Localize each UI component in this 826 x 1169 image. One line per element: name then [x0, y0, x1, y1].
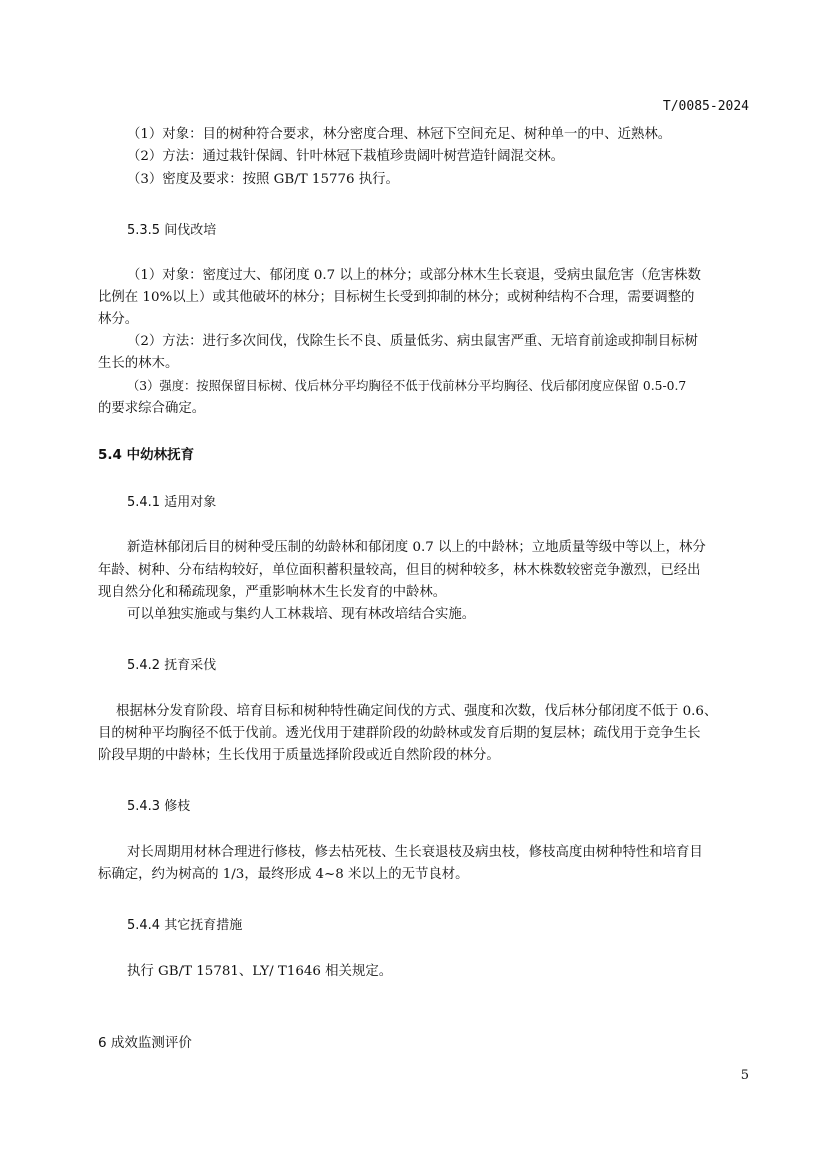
section-heading-5-4-2: 5.4.2 抚育采伐	[127, 658, 217, 673]
paragraph-line: 根据林分发育阶段、培育目标和树种特性确定间伐的方式、强度和次数，伐后林分郁闭度不低于 0.6、	[116, 704, 718, 719]
section-heading-5-4-3: 5.4.3 修枝	[127, 799, 191, 814]
paragraph-line: 的要求综合确定。	[98, 401, 206, 416]
paragraph-line: 标确定，约为树高的 1/3，最终形成 4~8 米以上的无节良材。	[98, 867, 469, 882]
section-heading-5-4-4: 5.4.4 其它抚育措施	[127, 918, 243, 933]
paragraph-line: 对长周期用材林合理进行修枝，修去枯死枝、生长衰退枝及病虫枝，修枝高度由树种特性和培育目	[127, 845, 703, 860]
paragraph-line: 比例在 10%以上）或其他破坏的林分；目标树生长受到抑制的林分；或树种结构不合理，需要调整的	[98, 290, 695, 305]
paragraph-line: （3）强度：按照保留目标树、伐后林分平均胸径不低于伐前林分平均胸径、伐后郁闭度应保留 0.5-0.7	[127, 379, 687, 393]
page-number: 5	[740, 1068, 749, 1083]
paragraph-line: 执行 GB/T 15781、LY/ T1646 相关规定。	[127, 964, 393, 979]
section-heading-5-3-5: 5.3.5 间伐改培	[127, 223, 217, 238]
paragraph-line: 阶段早期的中龄林；生长伐用于质量选择阶段或近自然阶段的林分。	[98, 748, 500, 763]
list-item: （1）对象：目的树种符合要求，林分密度合理、林冠下空间充足、树种单一的中、近熟林。	[127, 127, 672, 142]
paragraph-line: （2）方法：进行多次间伐，伐除生长不良、质量低劣、病虫鼠害严重、无培育前途或抑制目标树	[127, 334, 698, 349]
paragraph-line: 生长的林木。	[98, 356, 179, 371]
paragraph-line: 现自然分化和稀疏现象，严重影响林木生长发育的中龄林。	[98, 585, 447, 600]
section-heading-5-4-1: 5.4.1 适用对象	[127, 495, 217, 510]
section-heading-5-4: 5.4 中幼林抚育	[98, 447, 195, 463]
list-item: （3）密度及要求：按照 GB/T 15776 执行。	[127, 172, 399, 187]
paragraph-line: 可以单独实施或与集约人工林栽培、现有林改培结合实施。	[127, 607, 476, 622]
section-heading-6: 6 成效监测评价	[98, 1035, 192, 1051]
paragraph-line: 林分。	[98, 312, 139, 327]
paragraph-line: 年龄、树种、分布结构较好，单位面积蓄积量较高，但目的树种较多，林木株数较密竞争激烈，已经出	[98, 563, 701, 578]
paragraph-line: （1）对象：密度过大、郁闭度 0.7 以上的林分；或部分林木生长衰退，受病虫鼠危害（危害株数	[127, 268, 701, 283]
paragraph-line: 新造林郁闭后目的树种受压制的幼龄林和郁闭度 0.7 以上的中龄林；立地质量等级中等以上，林分	[127, 540, 706, 555]
paragraph-line: 目的树种平均胸径不低于伐前。透光伐用于建群阶段的幼龄林或发育后期的复层林；疏伐用于竞争生长	[98, 726, 701, 741]
list-item: （2）方法：通过栽针保阔、针叶林冠下栽植珍贵阔叶树营造针阔混交林。	[127, 149, 565, 164]
document-code: T/0085-2024	[662, 99, 749, 114]
